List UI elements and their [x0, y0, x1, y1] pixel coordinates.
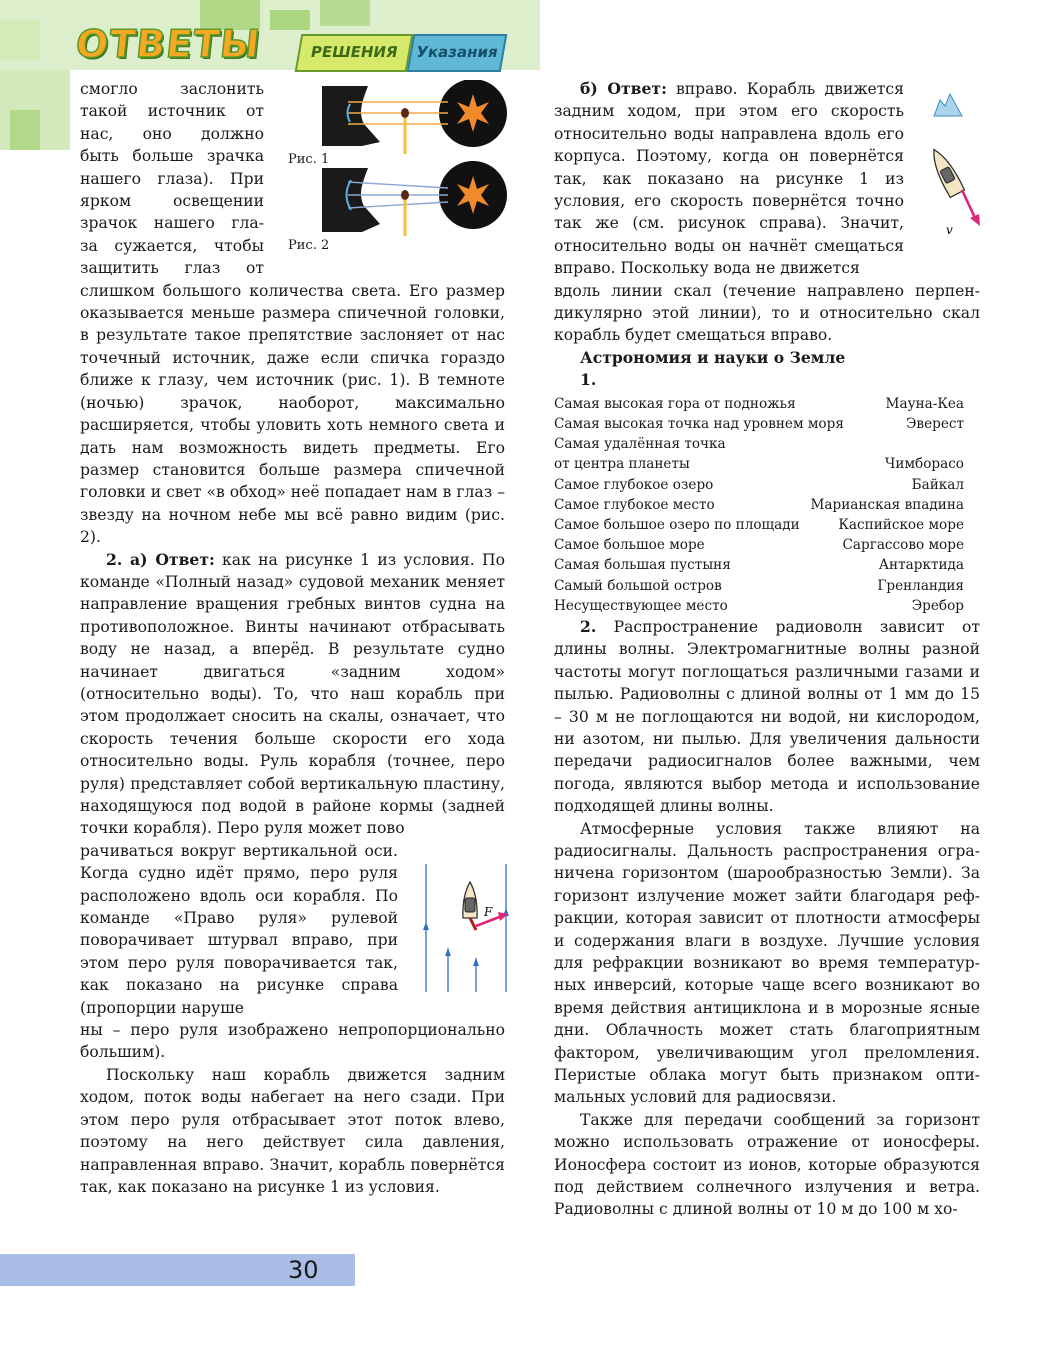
row-value: Чимборасо: [884, 456, 964, 473]
wrap-line: нашего глаза). При: [80, 169, 264, 188]
wrap-line: за сужается, чтобы: [80, 236, 264, 255]
paragraph-ionosphere: Также для передачи сообщений за горизонт можно использовать отражение от ионосферы. Ионосфера состоит из ионов, которые образуются под действием солнечного излучения и ветра. Радиоволны с длиной волны от 10 м до 100 м хо-: [554, 1110, 980, 1219]
right-column: [554, 78, 980, 1221]
row-key: Самая высокая гора от подножья: [554, 395, 796, 412]
table-row: [554, 596, 964, 616]
answer-text: вправо. Корабль движется задним ходом, при этом его скорость относительно воды направлена вдоль его корпуса. Поэтому, когда он повернётся так, как показано на рисунке 1 из условия, его скорость повернётся точно так же (см. рисунок справа). Значит, относительно воды он начнёт смещаться вправо. Поскольку вода не движется: [554, 80, 904, 278]
paragraph-answer-2b: [554, 78, 904, 280]
row-value: Каспийское море: [838, 516, 964, 533]
figure-1: [322, 80, 507, 154]
left-wrap-text: [80, 78, 264, 280]
row-key: Самое глубокое место: [554, 496, 715, 513]
figure-2-caption: Рис. 2: [288, 238, 330, 253]
table-row: [554, 454, 964, 474]
table-row: [554, 515, 964, 535]
paragraph-backward: Поскольку наш корабль движется задним ходом, поток воды набегает на него сзади. При этом перо руля отбрасывает этот поток влево, поэтому на него действует сила давления, направленная вправо. Значит, корабль повернётся так, как показано на рисунке 1 из условия.: [80, 1065, 505, 1196]
row-key: Самая высокая точка над уровнем моря: [554, 415, 844, 432]
answer-label: 2. а) Ответ:: [106, 549, 215, 569]
paragraph-rudder-end: ны – перо руля изображено непропорционально большим).: [80, 1021, 505, 1062]
row-value: Байкал: [911, 476, 964, 493]
row-key: Самый большой остров: [554, 577, 722, 594]
row-value: Саргассово море: [842, 537, 964, 554]
table-row: [554, 414, 964, 434]
rudder-force-label: F: [484, 905, 493, 919]
table-row: [554, 495, 964, 515]
paragraph-radio-waves: [554, 616, 980, 818]
section-heading: Астрономия и науки о Земле: [580, 347, 846, 367]
figure-2: [322, 161, 507, 236]
rudder-figure: [418, 860, 518, 996]
row-value: Марианская впадина: [810, 496, 964, 513]
paragraph-answer-2a: [80, 549, 505, 840]
row-key: Самая удалённая точка: [554, 436, 726, 453]
question-2-text: Распространение радиоволн зависит от длины волны. Электромагнитные волны разной частоты могут поглощаться различными газами и пылью. Радиоволны с длиной волны от 1 мм до 15 – 30 м не поглощаются ни водой, ни кислородом, ни азотом, ни пылью. Для увеличения дальности передачи радиосигналов более важными, чем погода, являются выбор метода и использование подходящей длины волны.: [554, 617, 980, 816]
table-row: [554, 555, 964, 575]
paragraph-pupil: слишком большого количества света. Его размер оказывается меньше размера спичечной головки, в результате такое препятствие заслоняет от нас точечный источник, даже если спичка гораздо ближе к глазу, чем источник (рис. 1). В темноте (ночью) зрачок, наоборот, максимально расширяется, чтобы уловить хоть немного света и дать нам возможность видеть предметы. Его размер становится больше размера спичечной головки и свет «в обход» неё попадает нам в глаз – звезду на ночном небе мы всё равно видим (рис. 2).: [80, 281, 505, 547]
tab-solutions: РЕШЕНИЯ: [295, 34, 414, 72]
row-key: Самое большое озеро по площади: [554, 516, 800, 533]
answer-label: б) Ответ:: [580, 79, 667, 98]
section-title-logo: ОТВЕТЫ: [73, 22, 263, 66]
eye-figures: [318, 80, 514, 240]
row-value: Эребор: [911, 597, 964, 614]
velocity-label: v: [946, 223, 953, 237]
row-key: Самое глубокое озеро: [554, 476, 714, 493]
tab-hints: Указания: [407, 34, 508, 72]
row-value: Эверест: [906, 415, 964, 432]
row-value: Мауна-Кеа: [885, 395, 964, 412]
row-key: Самое большое море: [554, 537, 705, 554]
paragraph-answer-2b-end: вдоль линии скал (течение направлено перпендикулярно этой линии), то и относительно скал корабль будет смещаться вправо.: [554, 281, 980, 345]
wrap-line: нас, оно должно: [80, 124, 264, 143]
row-key: Самая большая пустыня: [554, 557, 731, 574]
earth-records-table: [554, 394, 964, 616]
row-key: Несуществующее место: [554, 597, 728, 614]
table-row: [554, 475, 964, 495]
table-row: [554, 434, 964, 454]
row-value: Гренландия: [877, 577, 964, 594]
question-1-label: 1.: [580, 370, 597, 390]
wrap-line: такой источник от: [80, 102, 264, 121]
wrap-line: быть больше зрачка: [80, 147, 264, 166]
wrap-line: зрачок нашего гла-: [80, 214, 264, 233]
page-number: 30: [288, 1256, 319, 1284]
answer-text: как на рисунке 1 из условия. По команде «Полный назад» судовой механик меняет направление вращения гребных винтов судна на противоположное. Винты начинают отбрасывать воду не назад, а вперёд. В результате судно начинает двигаться «задним ходом» (относительно воды). То, что наш корабль при этом продолжает сносить на скалы, означает, что скорость течения больше скорости его хода относительно воды. Руль корабля (точнее, перо руля) представляет собой вертикальную пластину, находящуюся под водой в районе кормы (задней точки корабля). Перо руля может пово: [80, 550, 505, 838]
wrap-line: смогло заслонить: [80, 80, 264, 98]
table-row: [554, 394, 964, 414]
question-2-label: 2.: [580, 616, 597, 636]
row-value: Антарктида: [878, 557, 964, 574]
table-row: [554, 535, 964, 555]
table-row: [554, 576, 964, 596]
figure-1-caption: Рис. 1: [288, 152, 330, 167]
paragraph-atmosphere: Атмосферные условия также влияют на радиосигналы. Дальность распространения ограничена горизонтом (шарообразностью Земли). За горизонт излучение может зайти благодаря рефракции, которая зависит от плотности атмосферы и содержания влаги в воздухе. Лучшие условия для рефракции возникают во время температурных инверсий, которые чаще всего возникают во время действия антициклона и в морозные ясные дни. Облачность может стать благоприятным фактором, увеличивающим угол преломления. Перистые облака могут быть признаком оптимальных условий для радиосвязи.: [554, 819, 980, 1107]
paragraph-rudder-wrap: рачиваться вокруг вертикальной оси. Когда судно идёт прямо, перо руля расположено вдоль оси корабля. По команде «Право руля» рулевой поворачивает штурвал вправо, при этом перо руля поворачивается так, как показано на рисунке справа (пропорции наруше: [80, 841, 398, 1017]
wrap-line: защитить глаз от: [80, 259, 264, 278]
row-key: от центра планеты: [554, 456, 690, 473]
wrap-line: ярком освещении: [80, 192, 264, 211]
